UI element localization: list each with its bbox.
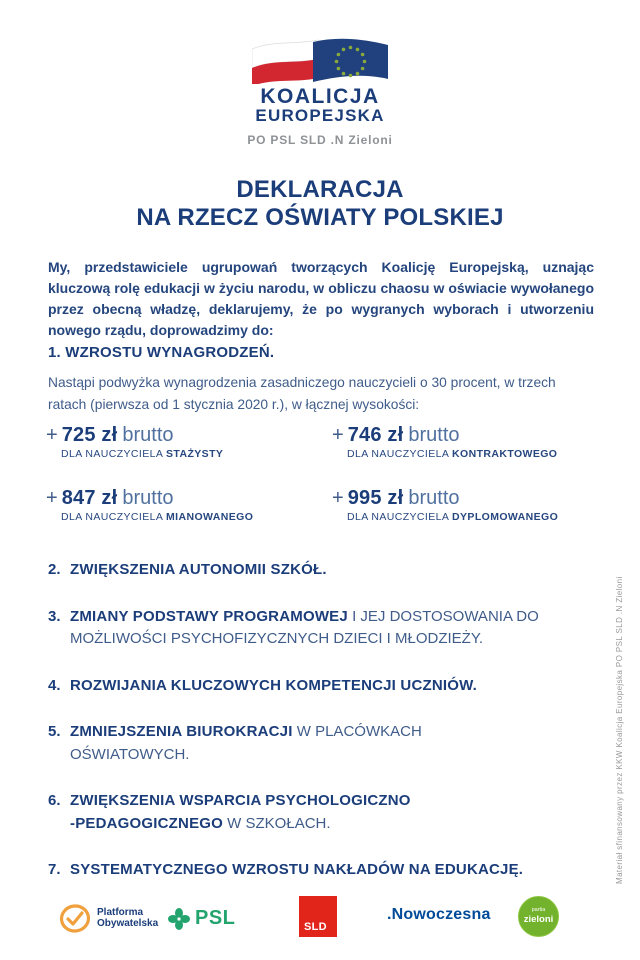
plus-sign: + [332, 424, 344, 446]
intro-paragraph: My, przedstawiciele ugrupowań tworzących Koalicję Europejską, uznając kluczową rolę edukacji w życiu narodu, w obliczu chaosu w oświacie wywołanego przez obecną władzę, deklarujemy, że po wygranych wyborach i utworzeniu nowego rządu, doprowadzimy do: [48, 259, 594, 338]
item-number: 7. [48, 861, 61, 878]
logo-platforma-obywatelska [58, 903, 158, 934]
page-title-line1: DEKLARACJA [236, 176, 404, 203]
zieloni-label-line2: zieloni [523, 913, 554, 925]
logo-sld [299, 896, 337, 937]
salary-suffix: brutto [408, 424, 460, 446]
salary-label-prefix: DLA NAUCZYCIELA [61, 448, 167, 460]
salary-label-grade: MIANOWANEGO [166, 511, 254, 523]
declaration-item-1-heading: 1. WZROSTU WYNAGRODZEŃ. [48, 344, 275, 361]
salary-grid [46, 424, 598, 523]
salary-suffix: brutto [408, 487, 460, 509]
psl-label: PSL [195, 907, 236, 929]
zieloni-label-line1: partia [531, 907, 546, 913]
platforma-obywatelska-icon [58, 903, 92, 934]
item-number: 2. [48, 561, 61, 578]
declaration-item-4: 4. ROZWIJANIA KLUCZOWYCH KOMPETENCJI UCZNIÓW. [48, 675, 596, 698]
plus-sign: + [46, 424, 58, 446]
declaration-item-6: 6. ZWIĘKSZENIA WSPARCIA PSYCHOLOGICZNO -PEDAGOGICZNEGO W SZKOŁACH. [48, 790, 596, 835]
logo-zieloni [518, 896, 559, 937]
coalition-name [0, 86, 640, 126]
funding-disclaimer: Materiał sfinansowany przez KKW Koalicja Europejska PO PSL SLD .N Zieloni [615, 576, 624, 884]
declaration-item-7: 7. SYSTEMATYCZNEGO WZROSTU NAKŁADÓW NA EDUKACJĘ. [48, 859, 596, 882]
salary-label-grade: STAŻYSTY [166, 448, 224, 460]
item-number: 5. [48, 723, 61, 740]
party-logos-row [0, 893, 640, 945]
salary-suffix: brutto [122, 487, 174, 509]
logo-nowoczesna: .Nowoczesna [387, 906, 491, 923]
salary-amount: 746 zł [347, 424, 404, 446]
plus-sign: + [46, 487, 58, 509]
poland-eu-flags-icon [252, 34, 388, 84]
salary-label-grade: DYPLOMOWANEGO [452, 511, 559, 523]
coalition-flags-logo [252, 34, 388, 89]
salary-chartered [332, 487, 598, 523]
page-title [0, 176, 640, 233]
po-label-line1: Platforma [97, 907, 144, 918]
salary-label-prefix: DLA NAUCZYCIELA [347, 448, 453, 460]
salary-contract [332, 424, 598, 460]
coalition-name-line1: KOALICJA [260, 85, 380, 108]
item-number: 3. [48, 607, 61, 625]
declaration-items [48, 559, 596, 906]
salary-label-prefix: DLA NAUCZYCIELA [61, 511, 167, 523]
declaration-item-5: 5. ZMNIEJSZENIA BIUROKRACJI W PLACÓWKACH OŚWIATOWYCH. [48, 721, 596, 766]
plus-sign: + [332, 487, 344, 509]
po-label-line2: Obywatelska [97, 917, 159, 929]
item-number: 4. [48, 676, 61, 694]
declaration-item-2: 2. ZWIĘKSZENIA AUTONOMII SZKÓŁ. [48, 559, 596, 582]
declaration-item-1-description: Nastąpi podwyżka wynagrodzenia zasadniczego nauczycieli o 30 procent, w trzech ratach (pierwsza od 1 stycznia 2020 r.), w łącznej wysokości: [48, 375, 556, 413]
salary-amount: 847 zł [61, 487, 118, 509]
salary-appointed [46, 487, 332, 523]
salary-label-prefix: DLA NAUCZYCIELA [347, 511, 453, 523]
salary-suffix: brutto [122, 424, 174, 446]
coalition-parties: PO PSL SLD .N Zieloni [247, 133, 393, 147]
page-title-line2: NA RZECZ OŚWIATY POLSKIEJ [136, 204, 504, 232]
item-number: 6. [48, 792, 61, 809]
coalition-name-line2: EUROPEJSKA [255, 106, 385, 126]
psl-clover-icon [168, 908, 190, 930]
sld-label: SLD [304, 921, 327, 933]
salary-label-grade: KONTRAKTOWEGO [452, 448, 558, 460]
salary-amount: 995 zł [347, 487, 404, 509]
salary-trainee [46, 424, 332, 460]
declaration-item-3: 3. ZMIANY PODSTAWY PROGRAMOWEJ I JEJ DOSTOSOWANIA DO MOŻLIWOŚCI PSYCHOFIZYCZNYCH DZIECI I MŁODZIEŻY. [48, 606, 596, 651]
salary-amount: 725 zł [61, 424, 118, 446]
logo-psl [168, 907, 235, 930]
